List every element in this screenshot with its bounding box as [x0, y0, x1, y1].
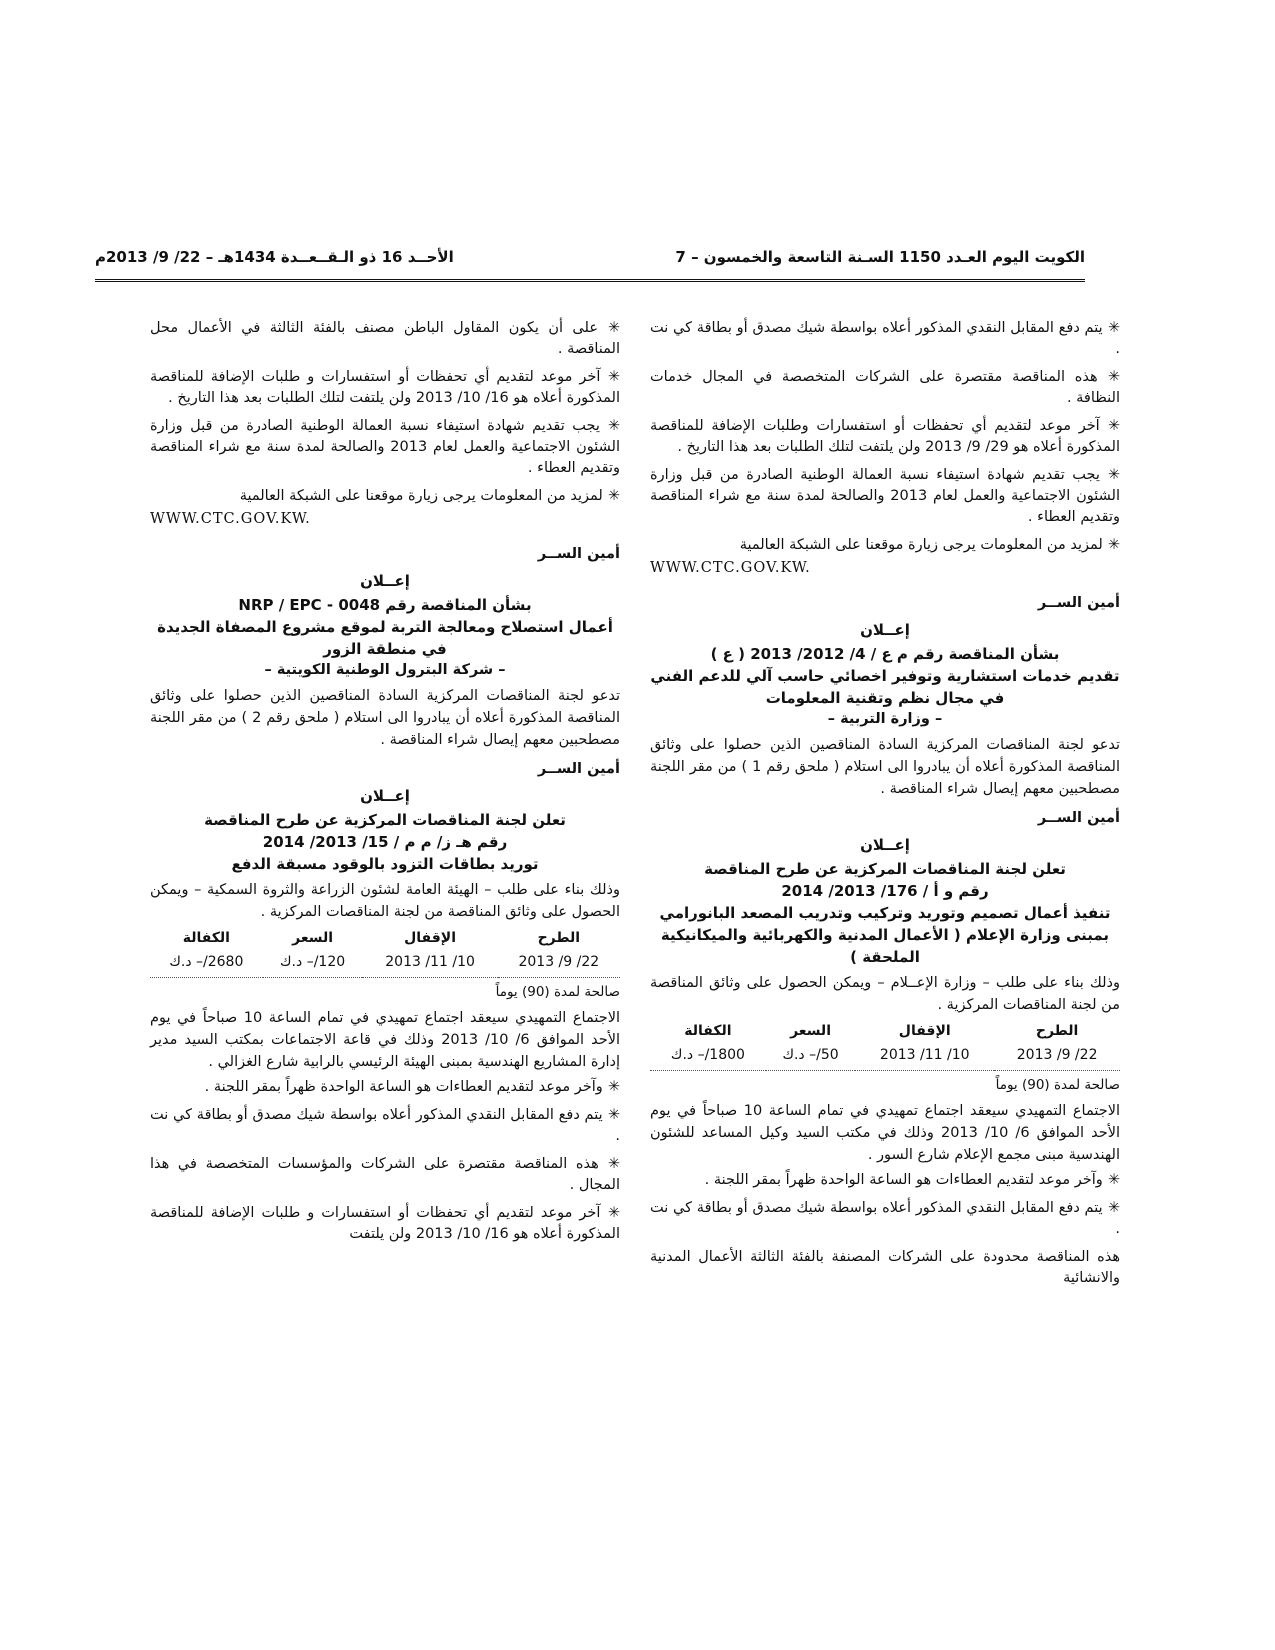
notice-bullet: ✳ هذه المناقصة مقتصرة على الشركات والمؤسسات المتخصصة في هذا المجال . [150, 1154, 620, 1196]
preliminary-meeting: الاجتماع التمهيدي سيعقد اجتماع تمهيدي في تمام الساعة 10 صباحاً في يوم الأحد الموافق 6/ 10/ 2013 وذلك في قاعة الاجتماعات بمكتب السيد مدير إدارة المشاريع الهندسية بمبنى الهيئة الرئيسي بالرابية شارع الغزالي . [150, 1010, 620, 1070]
announcement-title: إعــلان [860, 621, 910, 639]
tender-subject: توريد بطاقات التزود بالوقود مسبقة الدفع [231, 855, 539, 873]
announcement-body: وذلك بناء على طلب – وزارة الإعــلام – ويمكن الحصول على وثائق المناقصة من لجنة المناقصات المركزية . [650, 975, 1120, 1013]
announcement-body: تدعو لجنة المناقصات المركزية السادة المناقصين الذين حصلوا على وثائق المناقصة المذكورة أعلاه أن يبادروا الى استلام ( ملحق رقم 2 ) من مقر اللجنة مصطحبين معهم إيصال شراء المناقصة . [150, 688, 620, 748]
tender-schedule-table [150, 927, 620, 978]
announcement-body: وذلك بناء على طلب – الهيئة العامة لشئون الزراعة والثروة السمكية – ويمكن الحصول على وثائق المناقصة من لجنة المناقصات المركزية . [150, 882, 620, 920]
table-cell: 2680/– د.ك [150, 950, 263, 978]
tender-number: بشأن المناقصة رقم م ع / 4/ 2012/ 2013 ( ع ) [710, 645, 1060, 663]
header-issue-info: الكويت اليوم العـدد 1150 السـنة التاسعة والخمسون – 7 [675, 248, 1085, 266]
announcement-title: إعــلان [360, 572, 410, 590]
website-text: WWW.CTC.GOV.KW. [150, 511, 311, 527]
signature: أمين الســر [537, 546, 620, 562]
organization: – وزارة التربية – [827, 711, 943, 727]
announcement-title: إعــلان [860, 836, 910, 854]
notice-bullet: ✳ لمزيد من المعلومات يرجى زيارة موقعنا على الشبكة العالمية [150, 486, 620, 507]
announcement [150, 571, 620, 780]
table-header: الكفالة [182, 930, 230, 946]
header-divider [95, 279, 1085, 282]
signature: أمين الســر [1037, 810, 1120, 826]
notice-bullet: ✳ آخر موعد لتقديم أي تحفظات أو استفسارات وطلبات الإضافة للمناقصة المذكورة أعلاه هو 29/ 9/ 2013 ولن يلتفت لتلك الطلبات بعد هذا التاريخ . [650, 416, 1120, 458]
tender-number: بشأن المناقصة رقم NRP / EPC - 0048 [238, 596, 532, 614]
notice-bullet: ✳ آخر موعد لتقديم أي تحفظات أو استفسارات و طلبات الإضافة للمناقصة المذكورة أعلاه هو 16/ 10/ 2013 ولن يلتفت لتلك الطلبات بعد هذا التاريخ . [150, 367, 620, 409]
header-date: الأحــد 16 ذو الـقــعــدة 1434هـ – 22/ 9/ 2013م [95, 248, 454, 266]
organization: – شركة البترول الوطنية الكويتية – [264, 662, 506, 678]
announcement [650, 835, 1120, 1289]
tender-subject: تنفيذ أعمال تصميم وتوريد وتركيب وتدريب المصعد البانورامي بمبنى وزارة الإعلام ( الأعمال المدنية والكهربائية والميكانيكية الملحقة ) [659, 904, 1111, 966]
table-header: الكفالة [684, 1023, 732, 1039]
tender-intro: تعلن لجنة المناقصات المركزية عن طرح المناقصة [704, 860, 1066, 878]
signature: أمين الســر [1037, 595, 1120, 611]
table-header: السعر [790, 1023, 831, 1039]
table-header: السعر [292, 930, 334, 946]
table-cell: 10/ 11/ 2013 [362, 950, 497, 978]
preliminary-meeting: الاجتماع التمهيدي سيعقد اجتماع تمهيدي في تمام الساعة 10 صباحاً في يوم الأحد الموافق 6/ 10/ 2013 وذلك في مكتب السيد وكيل المساعد للشئون الهندسية مبنى مجمع الإعلام شارع السور . [650, 1103, 1121, 1163]
notice-bullet: ✳ يتم دفع المقابل النقدي المذكور أعلاه بواسطة شيك مصدق أو بطاقة كي نت . [150, 1105, 620, 1147]
notice-bullet: ✳ يجب تقديم شهادة استيفاء نسبة العمالة الوطنية الصادرة من قبل وزارة الشئون الاجتماعية والعمل لعام 2013 والصالحة لمدة سنة مع شراء المناقصة وتقديم العطاء . [650, 465, 1120, 528]
table-header: الإقفال [898, 1023, 951, 1039]
tender-intro: تعلن لجنة المناقصات المركزية عن طرح المناقصة [204, 811, 566, 829]
notice-bullet: ✳ على أن يكون المقاول الباطن مصنف بالفئة الثالثة في الأعمال محل المناقصة . [150, 318, 620, 360]
notice-bullet: ✳ وآخر موعد لتقديم العطاءات هو الساعة الواحدة ظهراً بمقر اللجنة . [150, 1077, 620, 1098]
announcement-body: تدعو لجنة المناقصات المركزية السادة المناقصين الذين حصلوا على وثائق المناقصة المذكورة أعلاه أن يبادروا الى استلام ( ملحق رقم 1 ) من مقر اللجنة مصطحبين معهم إيصال شراء المناقصة . [650, 737, 1120, 797]
notice-bullet: ✳ هذه المناقصة مقتصرة على الشركات المتخصصة في المجال خدمات النظافة . [650, 367, 1120, 409]
right-column [650, 318, 1120, 1296]
tender-schedule-table [650, 1020, 1120, 1071]
tender-number: رقم هـ ز/ م م / 15/ 2013/ 2014 [262, 833, 508, 851]
table-row [650, 1043, 1120, 1071]
tender-subject: تقديم خدمات استشارية وتوفير اخصائي حاسب آلي للدعم الفني في مجال نظم وتقنية المعلومات [650, 667, 1120, 707]
table-cell: 120/– د.ك [263, 950, 363, 978]
page-header [95, 246, 1085, 286]
notice-bullet: ✳ آخر موعد لتقديم أي تحفظات أو استفسارات و طلبات الإضافة للمناقصة المذكورة أعلاه هو 16/ 10/ 2013 ولن يلتفت [150, 1203, 620, 1245]
table-header: الطرح [537, 930, 581, 946]
signature: أمين الســر [537, 761, 620, 777]
table-row [150, 950, 620, 978]
tender-subject: أعمال استصلاح ومعالجة التربة لموقع مشروع المصفاة الجديدة في منطقة الزور [157, 618, 613, 658]
notice-bullet: ✳ يتم دفع المقابل النقدي المذكور أعلاه بواسطة شيك مصدق أو بطاقة كي نت . [650, 1198, 1120, 1240]
notice-bullet: ✳ وآخر موعد لتقديم العطاءات هو الساعة الواحدة ظهراً بمقر اللجنة . [650, 1170, 1120, 1191]
notice-bullet: ✳ يتم دفع المقابل النقدي المذكور أعلاه بواسطة شيك مصدق أو بطاقة كي نت . [650, 318, 1120, 360]
tender-number: رقم و أ / 176/ 2013/ 2014 [781, 882, 989, 900]
announcement [150, 786, 620, 1245]
validity-text: صالحة لمدة (90) يوماً [995, 1077, 1120, 1093]
validity-text: صالحة لمدة (90) يوماً [495, 984, 620, 1000]
table-cell: 22/ 9/ 2013 [498, 950, 620, 978]
announcement-title: إعــلان [360, 787, 410, 805]
table-header: الطرح [1035, 1023, 1079, 1039]
table-cell: 10/ 11/ 2013 [855, 1043, 994, 1071]
table-header: الإقفال [404, 930, 457, 946]
notice-bullet: ✳ يجب تقديم شهادة استيفاء نسبة العمالة الوطنية الصادرة من قبل وزارة الشئون الاجتماعية والعمل لعام 2013 والصالحة لمدة سنة مع شراء المناقصة وتقديم العطاء . [150, 416, 620, 479]
table-cell: 22/ 9/ 2013 [994, 1043, 1120, 1071]
table-cell: 50/– د.ك [766, 1043, 855, 1071]
left-column [150, 318, 620, 1252]
notice-bullet: هذه المناقصة محدودة على الشركات المصنفة بالفئة الثالثة الأعمال المدنية والانشائية [650, 1249, 1120, 1286]
website-text: WWW.CTC.GOV.KW. [650, 560, 811, 576]
announcement [650, 620, 1120, 829]
notice-bullet: ✳ لمزيد من المعلومات يرجى زيارة موقعنا على الشبكة العالمية [650, 535, 1120, 556]
table-cell: 1800/– د.ك [650, 1043, 766, 1071]
